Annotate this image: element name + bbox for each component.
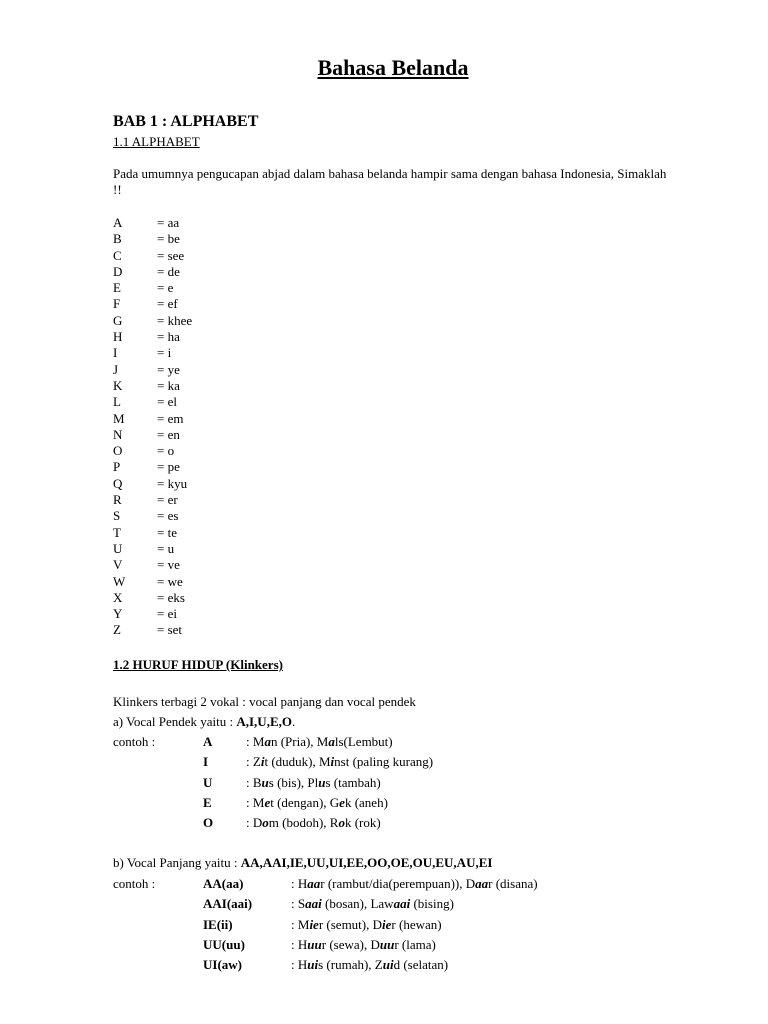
alphabet-letter: W <box>113 573 126 589</box>
alphabet-sound: = khee <box>157 312 193 328</box>
alphabet-sound: = te <box>157 524 177 540</box>
alphabet-letter: Z <box>113 622 121 638</box>
vocal-panjang-letters: AA,AAI,IE,UU,UI,EE,OO,OE,OU,EU,AU,EI <box>240 855 493 870</box>
vowel-example: : Mier (semut), Dier (hewan) <box>291 916 442 932</box>
contoh-label: contoh : <box>113 876 156 891</box>
alphabet-row <box>113 574 192 590</box>
alphabet-row <box>113 296 192 312</box>
alphabet-row <box>113 606 192 622</box>
vowel-key: AA(aa) <box>203 876 244 891</box>
alphabet-letter: I <box>113 345 118 361</box>
klinkers-intro: Klinkers terbagi 2 vokal : vocal panjang dan vocal pendek <box>113 694 416 709</box>
contoh-label: contoh : <box>113 734 156 749</box>
alphabet-sound: = kyu <box>157 475 188 491</box>
vowel-example: : Haar (rambut/dia(perempuan)), Daar (disana) <box>291 876 538 891</box>
alphabet-row <box>113 492 192 508</box>
alphabet-row <box>113 557 192 573</box>
alphabet-letter: T <box>113 524 121 540</box>
alphabet-row <box>113 590 192 606</box>
vowel-example: : Zit (duduk), Minst (paling kurang) <box>246 754 434 770</box>
alphabet-letter: R <box>113 492 122 508</box>
alphabet-sound: = we <box>157 573 183 589</box>
alphabet-row <box>113 525 192 541</box>
alphabet-row <box>113 476 192 492</box>
alphabet-sound: = er <box>157 492 178 508</box>
intro-paragraph: Pada umumnya pengucapan abjad dalam bahasa belanda hampir sama dengan bahasa Indonesia, Simaklah !! <box>113 166 667 198</box>
alphabet-row <box>113 541 192 557</box>
vocal-pendek-letters: A,I,U,E,O <box>236 714 292 729</box>
vowel-key: O <box>203 815 214 831</box>
alphabet-sound: = ei <box>157 606 177 622</box>
page-title: Bahasa Belanda <box>317 55 469 80</box>
alphabet-sound: = ha <box>157 329 180 345</box>
vowel-example: : Dom (bodoh), Rok (rok) <box>246 815 381 831</box>
alphabet-sound: = el <box>157 394 177 410</box>
alphabet-row <box>113 443 192 459</box>
alphabet-letter: V <box>113 557 123 573</box>
alphabet-sound: = ka <box>157 377 180 393</box>
alphabet-row <box>113 313 192 329</box>
alphabet-row <box>113 345 192 361</box>
alphabet-letter: X <box>113 589 123 605</box>
vowel-example: : Huur (sewa), Duur (lama) <box>291 936 436 952</box>
section-heading-alphabet: 1.1 ALPHABET <box>113 134 200 149</box>
alphabet-sound: = i <box>157 345 172 361</box>
alphabet-sound: = eks <box>157 589 185 605</box>
alphabet-sound: = pe <box>157 459 180 475</box>
alphabet-letter: P <box>113 459 121 475</box>
alphabet-sound: = aa <box>157 215 180 230</box>
alphabet-letter: E <box>113 280 121 296</box>
alphabet-row <box>113 622 192 638</box>
alphabet-row <box>113 248 192 264</box>
alphabet-row <box>113 280 192 296</box>
vowel-example: : Saai (bosan), Lawaai (bising) <box>291 896 454 912</box>
alphabet-letter: D <box>113 263 123 279</box>
vocal-pendek-heading <box>113 714 295 730</box>
vowel-key: IE(ii) <box>203 916 233 932</box>
alphabet-letter: Y <box>113 606 123 622</box>
vocal-panjang-heading <box>113 855 492 871</box>
alphabet-letter: A <box>113 215 123 230</box>
alphabet-row <box>113 459 192 475</box>
vowel-key: UI(aw) <box>203 957 242 973</box>
alphabet-sound: = ve <box>157 557 180 573</box>
alphabet-sound: = ef <box>157 296 178 312</box>
alphabet-row <box>113 411 192 427</box>
alphabet-row <box>113 264 192 280</box>
alphabet-row <box>113 231 192 247</box>
vowel-example: : Man (Pria), Mals(Lembut) <box>246 734 393 749</box>
alphabet-sound: = en <box>157 426 180 442</box>
alphabet-letter: Q <box>113 475 123 491</box>
alphabet-row <box>113 378 192 394</box>
vowel-example: : Huis (rumah), Zuid (selatan) <box>291 957 449 973</box>
vowel-key: UU(uu) <box>203 936 245 952</box>
alphabet-sound: = be <box>157 231 180 247</box>
alphabet-letter: O <box>113 443 123 459</box>
alphabet-letter: J <box>113 361 119 377</box>
alphabet-list <box>113 215 192 639</box>
alphabet-row <box>113 508 192 524</box>
vocal-panjang-label: b) Vocal Panjang yaitu : <box>113 855 241 870</box>
alphabet-row <box>113 215 192 231</box>
chapter-heading: BAB 1 : ALPHABET <box>113 113 259 130</box>
alphabet-row <box>113 394 192 410</box>
vowel-example: : Bus (bis), Plus (tambah) <box>246 774 381 790</box>
section-heading-klinkers: 1.2 HURUF HIDUP (Klinkers) <box>113 657 283 672</box>
alphabet-row <box>113 427 192 443</box>
alphabet-sound: = e <box>157 280 174 296</box>
alphabet-letter: M <box>113 410 125 426</box>
vowel-key: U <box>203 774 213 790</box>
alphabet-row <box>113 329 192 345</box>
alphabet-letter: K <box>113 377 123 393</box>
alphabet-letter: S <box>113 508 121 524</box>
alphabet-letter: C <box>113 247 122 263</box>
alphabet-sound: = em <box>157 410 184 426</box>
vowel-key: I <box>203 754 209 770</box>
vowel-key: A <box>203 734 213 749</box>
alphabet-letter: F <box>113 296 121 312</box>
vowel-key: AAI(aai) <box>203 896 253 912</box>
alphabet-letter: H <box>113 329 123 345</box>
vocal-pendek-label: a) Vocal Pendek yaitu : <box>113 714 237 729</box>
alphabet-letter: U <box>113 540 123 556</box>
vowel-example: : Met (dengan), Gek (aneh) <box>246 794 388 810</box>
alphabet-sound: = o <box>157 443 175 459</box>
alphabet-row <box>113 362 192 378</box>
alphabet-sound: = set <box>157 622 183 638</box>
alphabet-sound: = see <box>157 247 185 263</box>
alphabet-sound: = de <box>157 263 180 279</box>
alphabet-letter: N <box>113 426 123 442</box>
alphabet-letter: B <box>113 231 122 247</box>
vocal-pendek-tail: . <box>291 714 296 729</box>
alphabet-sound: = ye <box>157 361 180 377</box>
alphabet-sound: = u <box>157 540 175 556</box>
vowel-key: E <box>203 794 212 810</box>
alphabet-sound: = es <box>157 508 179 524</box>
alphabet-letter: L <box>113 394 121 410</box>
alphabet-letter: G <box>113 312 123 328</box>
